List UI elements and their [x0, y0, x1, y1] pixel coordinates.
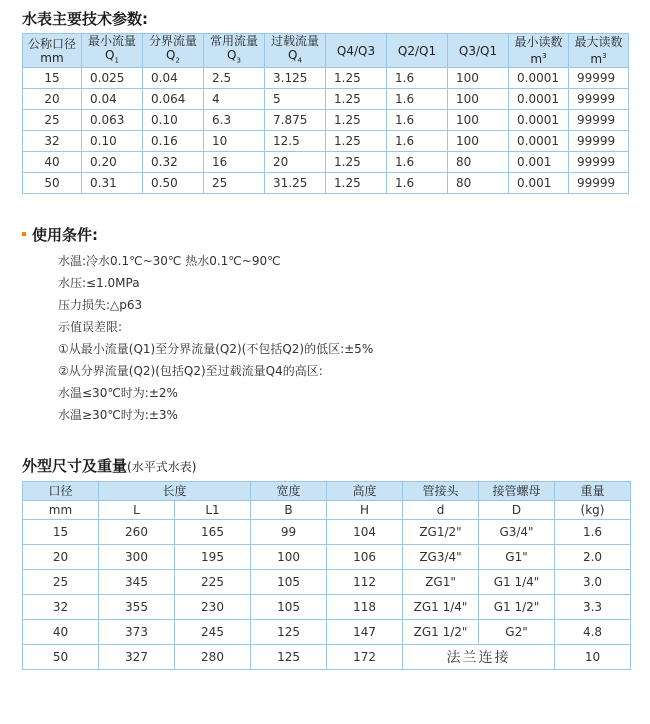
dims-cell: 125 — [251, 645, 327, 670]
spec-header-cell — [509, 34, 569, 68]
spec-header — [23, 34, 629, 68]
spec-cell: 0.001 — [509, 152, 569, 173]
dims-cell: 105 — [251, 570, 327, 595]
dims-cell: 345 — [99, 570, 175, 595]
spec-cell: 0.20 — [82, 152, 143, 173]
dims-cell: 165 — [175, 520, 251, 545]
spec-cell: 0.0001 — [509, 68, 569, 89]
dims-units-row — [23, 501, 631, 520]
dims-unit-cell: D — [479, 501, 555, 520]
dims-cell: 4.8 — [555, 620, 631, 645]
spec-cell: 20 — [23, 89, 82, 110]
spec-cell: 99999 — [569, 131, 629, 152]
condition-line: ①从最小流量(Q1)至分界流量(Q2)(不包括Q2)的低区:±5% — [58, 342, 374, 356]
spec-cell: 25 — [204, 173, 265, 194]
spec-cell: 1.6 — [387, 110, 448, 131]
spec-header-line1: 常用流量 — [209, 34, 258, 48]
dims-cell: 245 — [175, 620, 251, 645]
spec-cell: 1.25 — [326, 131, 387, 152]
spec-cell: 99999 — [569, 89, 629, 110]
dims-table — [22, 481, 631, 670]
dims-header-cell: 管接头 — [403, 482, 479, 501]
dims-cell: 230 — [175, 595, 251, 620]
spec-cell: 100 — [448, 68, 509, 89]
spec-table — [22, 33, 629, 194]
dims-cell: 3.0 — [555, 570, 631, 595]
spec-cell: 0.16 — [143, 131, 204, 152]
dims-cell: 100 — [251, 545, 327, 570]
table-row — [23, 131, 629, 152]
spec-cell: 4 — [204, 89, 265, 110]
dims-cell: 40 — [23, 620, 99, 645]
spec-cell: 12.5 — [265, 131, 326, 152]
spec-cell: 1.6 — [387, 173, 448, 194]
spec-cell: 0.10 — [143, 110, 204, 131]
spec-cell: 7.875 — [265, 110, 326, 131]
condition-line: 压力损失:△p63 — [58, 298, 143, 312]
dims-cell: 373 — [99, 620, 175, 645]
spec-cell: 100 — [448, 110, 509, 131]
dims-cell: 195 — [175, 545, 251, 570]
dims-cell: G2" — [479, 620, 555, 645]
dims-cell: G3/4" — [479, 520, 555, 545]
dims-body — [23, 501, 631, 670]
spec-cell: 1.25 — [326, 68, 387, 89]
spec-header-line1: 过载流量 — [270, 34, 319, 48]
table-row — [23, 645, 631, 670]
spec-header-line1: 最小流量 — [87, 34, 136, 48]
dims-cell: 1.6 — [555, 520, 631, 545]
table-row — [23, 620, 631, 645]
conditions-title — [22, 224, 98, 245]
dims-cell: 327 — [99, 645, 175, 670]
table-row — [23, 152, 629, 173]
condition-line: 水温≥30℃时为:±3% — [58, 408, 178, 422]
spec-header-cell — [326, 34, 387, 68]
bullet-icon — [22, 232, 26, 236]
conditions-title-text: 使用条件: — [32, 226, 98, 244]
spec-header-cell — [569, 34, 629, 68]
dims-cell: 225 — [175, 570, 251, 595]
spec-cell: 0.025 — [82, 68, 143, 89]
spec-cell: 100 — [448, 131, 509, 152]
spec-cell: 1.6 — [387, 68, 448, 89]
table-row — [23, 520, 631, 545]
spec-cell: 99999 — [569, 68, 629, 89]
dims-cell: G1 1/2" — [479, 595, 555, 620]
dims-cell: 147 — [327, 620, 403, 645]
spec-cell: 20 — [265, 152, 326, 173]
dims-cell: 172 — [327, 645, 403, 670]
spec-header-sub: 3 — [236, 56, 241, 65]
spec-cell: 1.6 — [387, 89, 448, 110]
spec-cell: 0.0001 — [509, 131, 569, 152]
spec-cell: 5 — [265, 89, 326, 110]
dims-cell: 3.3 — [555, 595, 631, 620]
dims-cell: 15 — [23, 520, 99, 545]
spec-cell: 0.10 — [82, 131, 143, 152]
dims-unit-cell: L — [99, 501, 175, 520]
spec-cell: 1.25 — [326, 89, 387, 110]
dims-cell: 106 — [327, 545, 403, 570]
dims-cell: 2.0 — [555, 545, 631, 570]
dims-cell: 99 — [251, 520, 327, 545]
spec-cell: 0.32 — [143, 152, 204, 173]
spec-header-line1: Q3/Q1 — [458, 43, 498, 58]
dims-unit-cell: B — [251, 501, 327, 520]
table-row — [23, 595, 631, 620]
dims-cell: 118 — [327, 595, 403, 620]
spec-header-sup: 3 — [602, 52, 607, 61]
spec-header-line2: $Q_3$ — [227, 48, 241, 65]
spec-header-line1: 公称口径 — [27, 36, 76, 51]
spec-header-cell — [387, 34, 448, 68]
dims-cell: ZG1 1/2" — [403, 620, 479, 645]
dims-unit-cell: (kg) — [555, 501, 631, 520]
dims-cell: G1" — [479, 545, 555, 570]
dims-cell: 10 — [555, 645, 631, 670]
dims-cell: ZG1 1/4" — [403, 595, 479, 620]
spec-header-sub: 1 — [114, 56, 119, 65]
spec-cell: 99999 — [569, 173, 629, 194]
spec-header-cell — [265, 34, 326, 68]
spec-header-line2: $Q_2$ — [166, 48, 180, 65]
spec-cell: 0.0001 — [509, 110, 569, 131]
spec-body — [23, 68, 629, 194]
spec-cell: 100 — [448, 89, 509, 110]
spec-header-cell — [448, 34, 509, 68]
spec-cell: 99999 — [569, 152, 629, 173]
spec-cell: 10 — [204, 131, 265, 152]
condition-line: 水温≤30℃时为:±2% — [58, 386, 178, 400]
dims-cell: ZG3/4" — [403, 545, 479, 570]
spec-header-line2: $m^3$ — [530, 52, 547, 67]
dims-cell: 法兰连接 — [403, 645, 555, 670]
spec-header-cell — [204, 34, 265, 68]
spec-cell: 0.04 — [82, 89, 143, 110]
spec-header-line2: mm — [40, 50, 64, 65]
spec-cell: 99999 — [569, 110, 629, 131]
dims-cell: 125 — [251, 620, 327, 645]
table-row — [23, 545, 631, 570]
dims-unit-cell: L1 — [175, 501, 251, 520]
spec-cell: 1.25 — [326, 152, 387, 173]
spec-cell: 3.125 — [265, 68, 326, 89]
dims-cell: ZG1" — [403, 570, 479, 595]
spec-cell: 80 — [448, 173, 509, 194]
spec-cell: 40 — [23, 152, 82, 173]
condition-line: ②从分界流量(Q2)(包括Q2)至过载流量Q4的高区: — [58, 364, 323, 378]
dims-cell: 280 — [175, 645, 251, 670]
dims-cell: 105 — [251, 595, 327, 620]
dims-cell: 104 — [327, 520, 403, 545]
spec-cell: 1.6 — [387, 131, 448, 152]
spec-cell: 25 — [23, 110, 82, 131]
spec-cell: 0.31 — [82, 173, 143, 194]
dims-header-cell: 口径 — [23, 482, 99, 501]
spec-cell: 0.0001 — [509, 89, 569, 110]
spec-header-line1: 最小读数 — [514, 35, 563, 50]
spec-header-cell — [143, 34, 204, 68]
condition-line: 示值误差限: — [58, 320, 123, 334]
spec-header-row — [23, 34, 629, 68]
dims-cell: 112 — [327, 570, 403, 595]
condition-line: 水压:≤1.0MPa — [58, 276, 140, 290]
dims-cell: 260 — [99, 520, 175, 545]
spec-cell: 0.04 — [143, 68, 204, 89]
dims-header-row — [23, 482, 631, 501]
spec-cell: 16 — [204, 152, 265, 173]
dims-cell: 20 — [23, 545, 99, 570]
spec-cell: 2.5 — [204, 68, 265, 89]
dims-cell: 25 — [23, 570, 99, 595]
dims-cell: 300 — [99, 545, 175, 570]
dims-subtitle: (水平式水表) — [127, 460, 197, 474]
dims-unit-cell: mm — [23, 501, 99, 520]
spec-cell: 0.50 — [143, 173, 204, 194]
table-row — [23, 173, 629, 194]
spec-header-sub: 4 — [297, 56, 302, 65]
spec-header-sub: 2 — [175, 56, 180, 65]
dims-title-text: 外型尺寸及重量 — [22, 457, 128, 475]
dims-header-cell: 接管螺母 — [479, 482, 555, 501]
dims-header — [23, 482, 631, 501]
spec-header-line2: $Q_4$ — [288, 48, 302, 65]
spec-cell: 80 — [448, 152, 509, 173]
spec-header-cell — [82, 34, 143, 68]
spec-header-line1: Q4/Q3 — [336, 43, 376, 58]
dims-header-cell: 重量 — [555, 482, 631, 501]
spec-cell: 6.3 — [204, 110, 265, 131]
table-row — [23, 89, 629, 110]
dims-cell: G1 1/4" — [479, 570, 555, 595]
dims-cell: 32 — [23, 595, 99, 620]
dims-cell: ZG1/2" — [403, 520, 479, 545]
spec-cell: 1.6 — [387, 152, 448, 173]
dims-header-cell: 高度 — [327, 482, 403, 501]
spec-cell: 50 — [23, 173, 82, 194]
spec-cell: 1.25 — [326, 110, 387, 131]
spec-header-line2: $Q_1$ — [105, 48, 119, 65]
table-row — [23, 570, 631, 595]
spec-title: 水表主要技术参数: — [22, 10, 148, 28]
spec-cell: 0.001 — [509, 173, 569, 194]
spec-header-sup: 3 — [542, 52, 547, 61]
spec-cell: 0.064 — [143, 89, 204, 110]
spec-cell: 31.25 — [265, 173, 326, 194]
spec-header-line2: $m^3$ — [590, 52, 607, 67]
spec-cell: 1.25 — [326, 173, 387, 194]
dims-header-cell: 长度 — [99, 482, 251, 501]
spec-header-line1: 分界流量 — [148, 34, 197, 48]
spec-header-line1: Q2/Q1 — [397, 43, 437, 58]
dims-unit-cell: H — [327, 501, 403, 520]
spec-cell: 15 — [23, 68, 82, 89]
condition-line: 水温:冷水0.1℃~30℃ 热水0.1℃~90℃ — [58, 254, 281, 268]
table-row — [23, 68, 629, 89]
dims-cell: 50 — [23, 645, 99, 670]
spec-cell: 0.063 — [82, 110, 143, 131]
dims-title — [22, 455, 196, 476]
table-row — [23, 110, 629, 131]
dims-cell: 355 — [99, 595, 175, 620]
spec-cell: 32 — [23, 131, 82, 152]
dims-header-cell: 宽度 — [251, 482, 327, 501]
spec-header-line1: 最大读数 — [574, 35, 623, 50]
spec-header-cell — [23, 34, 82, 68]
dims-unit-cell: d — [403, 501, 479, 520]
